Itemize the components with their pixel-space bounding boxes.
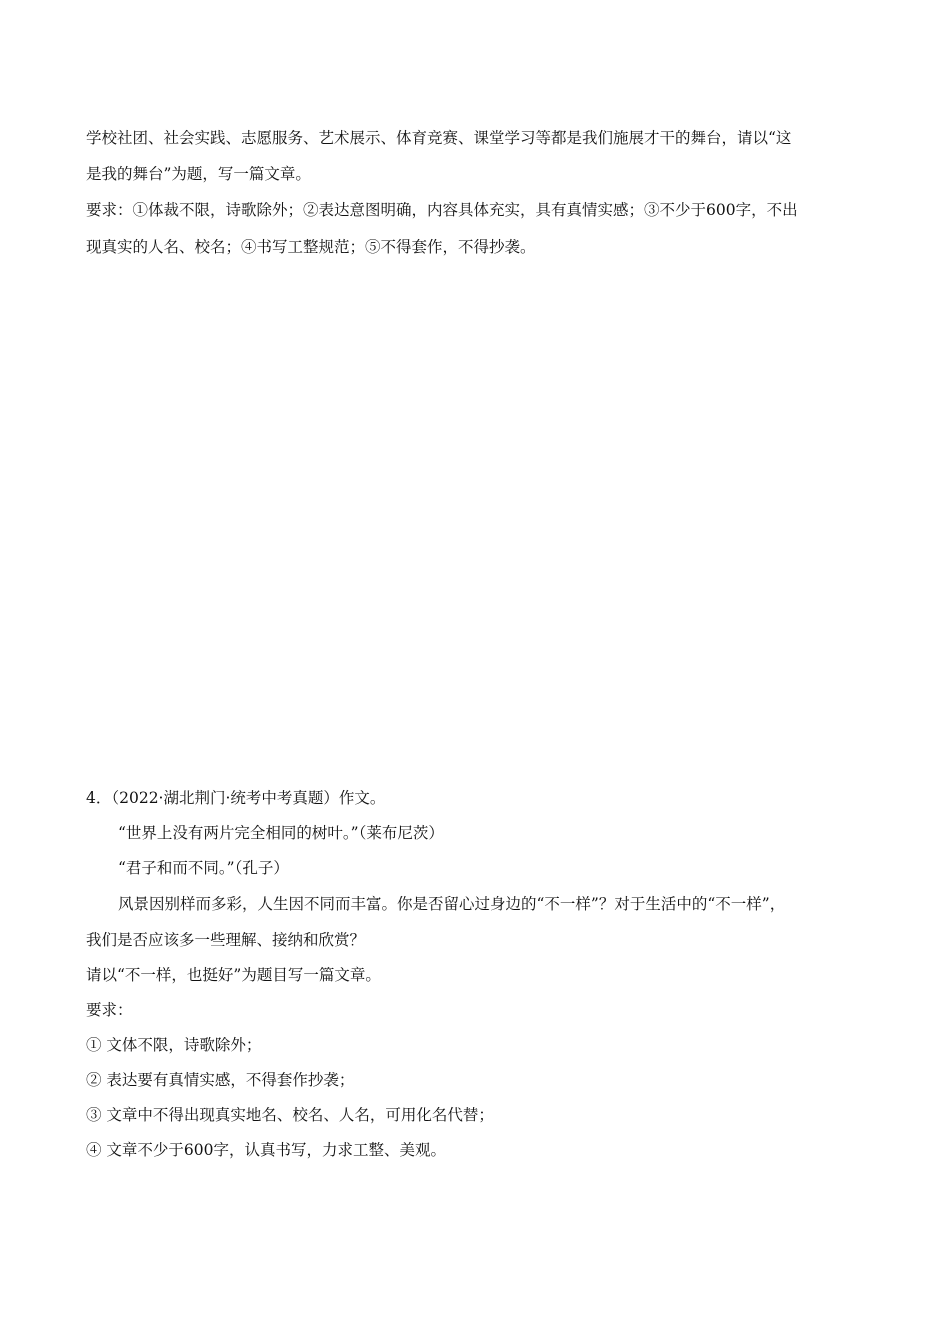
q4-instruction: 请以“不一样，也挺好”为题目写一篇文章。 <box>86 966 381 984</box>
q3-requirements-line-2: 现真实的人名、校名；④书写工整规范；⑤不得套作，不得抄袭。 <box>86 238 536 256</box>
q3-requirements-line-1: 要求：①体裁不限，诗歌除外；②表达意图明确，内容具体充实，具有真情实感；③不少于600字，不出 <box>86 201 798 219</box>
q4-paragraph-line-2: 我们是否应该多一些理解、接纳和欣赏？ <box>86 931 366 949</box>
q4-requirements-label: 要求： <box>86 1001 133 1019</box>
q4-requirement-item: ③ 文章中不得出现真实地名、校名、人名，可用化名代替； <box>86 1106 494 1124</box>
q4-requirement-item: ④ 文章不少于600字，认真书写，力求工整、美观。 <box>86 1141 447 1159</box>
q4-requirement-item: ① 文体不限，诗歌除外； <box>86 1036 262 1054</box>
q4-requirement-item: ② 表达要有真情实感，不得套作抄袭； <box>86 1071 355 1089</box>
q4-quote-confucius: “君子和而不同。”（孔子） <box>118 859 289 877</box>
q4-quote-leibniz: “世界上没有两片完全相同的树叶。”（莱布尼茨） <box>118 824 444 842</box>
q4-paragraph-line-1: 风景因别样而多彩，人生因不同而丰富。你是否留心过身边的“不一样”？对于生活中的“不一样”， <box>118 895 786 913</box>
q3-prompt-line-2: 是我的舞台”为题，写一篇文章。 <box>86 165 311 183</box>
q3-prompt-line-1: 学校社团、社会实践、志愿服务、艺术展示、体育竞赛、课堂学习等都是我们施展才干的舞台，请以“这 <box>86 129 792 147</box>
q4-header: 4．（2022·湖北荆门·统考中考真题）作文。 <box>86 789 386 807</box>
